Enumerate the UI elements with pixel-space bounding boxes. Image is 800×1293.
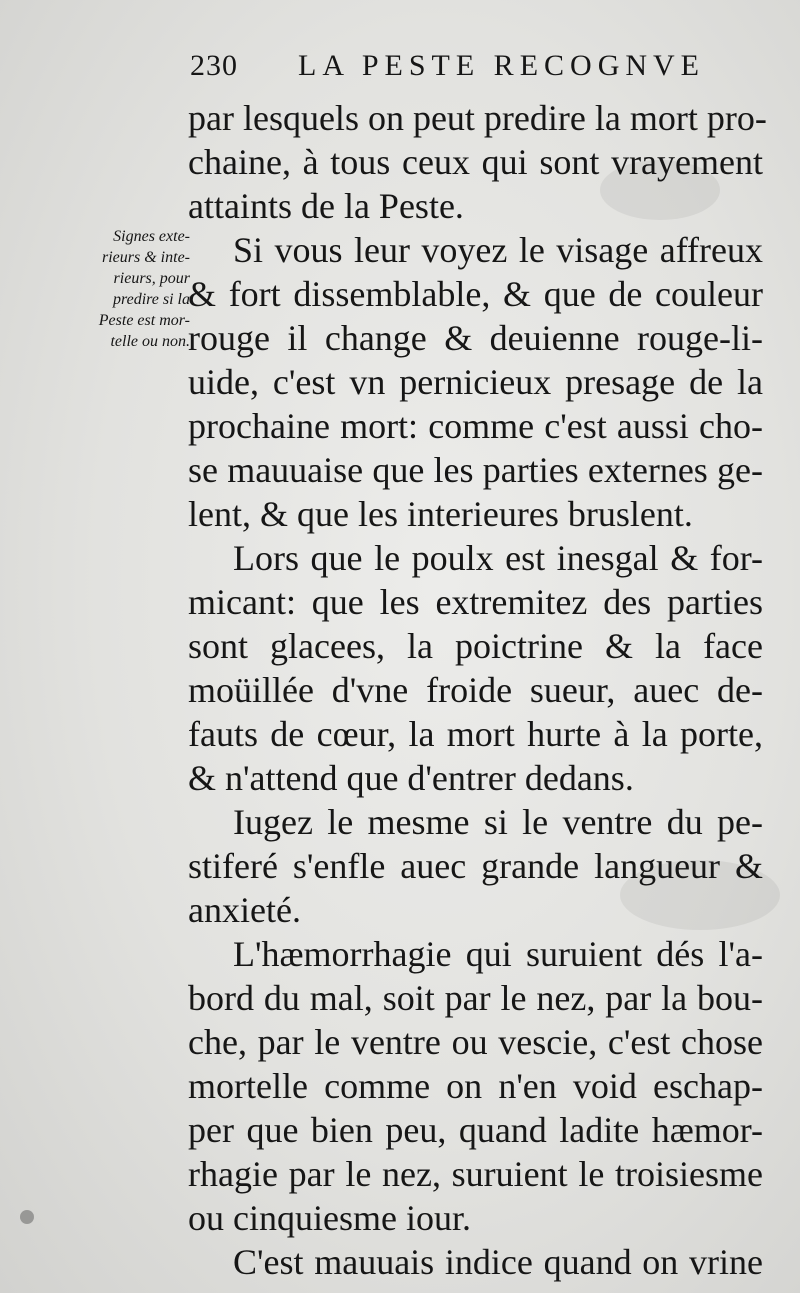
margin-note-line: telle ou non.: [110, 333, 190, 350]
paper-smudge: [20, 1210, 34, 1224]
running-header: [190, 46, 750, 86]
text-line: lent, & que les interieures bruslent.: [188, 494, 693, 534]
text-line: stiferé s'enfle auec grande langueur &: [188, 846, 763, 886]
text-line: per que bien peu, quand ladite hæmor-: [188, 1110, 763, 1150]
text-line: sont glacees, la poictrine & la face: [188, 626, 763, 666]
text-line: rouge il change & deuienne rouge-li-: [188, 318, 763, 358]
text-line: bord du mal, soit par le nez, par la bou-: [188, 978, 763, 1018]
running-title: LA PESTE RECOGNVE: [298, 49, 706, 82]
text-line: C'est mauuais indice quand on vrine: [233, 1242, 763, 1282]
text-line: anxieté.: [188, 890, 301, 930]
margin-note-line: Signes exte-: [113, 228, 190, 245]
text-line: par lesquels on peut predire la mort pro-: [188, 98, 767, 138]
text-line: se mauuaise que les parties externes ge-: [188, 450, 763, 490]
text-line: Lors que le poulx est inesgal & for-: [233, 538, 763, 578]
text-line: Si vous leur voyez le visage affreux: [233, 230, 763, 270]
text-line: & n'attend que d'entrer dedans.: [188, 758, 634, 798]
margin-note-line: rieurs, pour: [113, 270, 190, 287]
text-line: & fort dissemblable, & que de couleur: [188, 274, 763, 314]
margin-note-line: Peste est mor-: [98, 312, 190, 329]
body-text: [188, 96, 767, 1284]
text-line: Iugez le mesme si le ventre du pe-: [233, 802, 763, 842]
margin-note-line: rieurs & inte-: [102, 249, 190, 266]
text-line: moüillée d'vne froide sueur, auec de-: [188, 670, 763, 710]
margin-note-line: predire si la: [112, 291, 190, 308]
text-line: micant: que les extremitez des parties: [188, 582, 763, 622]
page-number: 230: [190, 49, 238, 82]
text-line: rhagie par le nez, suruient le troisiesme: [188, 1154, 763, 1194]
text-line: ou cinquiesme iour.: [188, 1198, 471, 1238]
text-line: uide, c'est vn pernicieux presage de la: [188, 362, 763, 402]
text-line: che, par le ventre ou vescie, c'est chose: [188, 1022, 763, 1062]
text-line: L'hæmorrhagie qui suruient dés l'a-: [233, 934, 763, 974]
text-line: prochaine mort: comme c'est aussi cho-: [188, 406, 763, 446]
text-line: mortelle comme on n'en void eschap-: [188, 1066, 763, 1106]
text-line: fauts de cœur, la mort hurte à la porte,: [188, 714, 763, 754]
text-line: chaine, à tous ceux qui sont vrayement: [188, 142, 763, 182]
text-line: attaints de la Peste.: [188, 186, 464, 226]
marginal-note: [40, 226, 190, 352]
